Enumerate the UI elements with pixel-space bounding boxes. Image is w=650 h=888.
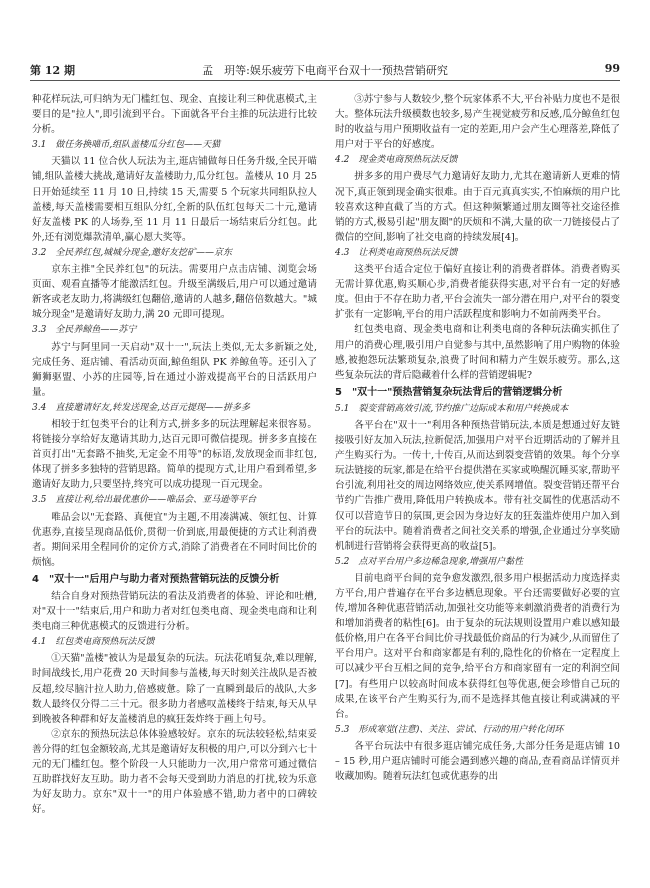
running-header	[30, 62, 620, 80]
paragraph: ②京东的预热玩法总体体验感较好。京东的玩法较轻松,结束妥善分得的红包金额较高,尤其是邀请好友积极的用户,可以分到六七十元的无门槛红包。整个阶段一人只能助力一次,用户常常可通过微信互助群找好友互助。助力者不会每天受到助力消息的打扰,较为乐意为好友助力。京东"双十一"的用户体验感不错,助力者中的口碑较好。	[32, 728, 317, 816]
paragraph: ③苏宁参与人数较少,整个玩家体系不大,平台补贴力度也不是很大。整体玩法升级模数也较多,易产生视觉疲劳和反感,瓜分鲸鱼红包时的收益与用户预期收益有一定的差距,用户会产生心理落差,降低了用户对于平台的好感度。	[335, 94, 620, 151]
page-number: 99	[604, 62, 620, 75]
subsection-heading: 4.1 红包类电商预热玩法反馈	[32, 637, 155, 648]
paragraph: 唯品会以"无套路、真便宜"为主题,不用凑满减、领红包、计算优惠券,直接呈现商品低价,贯彻一价到底,用最便捷的方式让利消费者。期间采用全程同价的定价方式,消除了消费者在不同时间比价的烦恼。	[32, 511, 317, 568]
subsection-heading: 3.1 做任务换喵币,组队盖楼瓜分红包——天猫	[32, 140, 221, 151]
paragraph: 各平台玩法中有很多逛店铺完成任务,大部分任务是逛店铺 10 – 15 秒,用户逛店铺时可能会遇到感兴趣的商品,查看商品详情页并收藏加购。随着玩法红包或优惠券的出	[335, 740, 620, 783]
subsection-heading: 5.1 裂变营销高效引流,节约推广边际成本和用户转换成本	[335, 403, 569, 414]
paragraph: 苏宁与阿里同一天启动"双十一",玩法上类似,无太多新颖之处,完成任务、逛店铺、看活动页面,鲸鱼组队 PK 养鲸鱼等。还引入了狮狮驱盟、小苏的庄园等,旨在通过小游戏提高平台的日活跃用户量。	[32, 341, 317, 398]
subsection-heading: 3.2 全民养红包,城城分现金,邀好友挖矿——京东	[32, 247, 233, 258]
subsection-heading: 3.4 直接邀请好友,转发送现金,达百元提现——拼多多	[32, 402, 251, 413]
right-column	[335, 92, 620, 784]
paragraph: 这类平台适合定位于偏好直接让利的消费者群体。消费者购买无需计算优惠,购买顺心步,消费者能获得实惠,对平台有一定的好感度。但由于不存在助力者,平台会流失一部分潜在用户,对平台的裂变扩张有一定影响,平台的用户活跃程度和影响力不如前两类平台。	[335, 264, 620, 321]
paragraph: 天猫以 11 位合伙人玩法为主,逛店铺做每日任务升级,全民开喵铺,组队盖楼大挑战,邀请好友盖楼助力,瓜分红包。盖楼从 10 月 25 日开始延续至 11 月 10 日,持续 15 天,需要 5 个玩家共同组队拉人盖楼,每天盖楼需要相互组队分红,全新的队伍红包每天二十元,邀请好友盖楼 PK 的人场券,至 11 月 11 日最后一场结束后分红包。此外,还有浏览爆款清单,赢心愿大奖等。	[32, 156, 317, 243]
left-column	[32, 92, 317, 817]
running-title: 孟 玥等:娱乐疲劳下电商平台双十一预热营销研究	[202, 64, 448, 77]
subsection-heading: 3.3 全民养鲸鱼——苏宁	[32, 325, 137, 336]
paragraph: 京东主推"全民养红包"的玩法。需要用户点击店铺、浏览会场页面、观看直播等才能激活红包。升级至满级后,用户可以通过邀请新客或老友助力,将满级红包翻倍,邀请的人越多,翻倍倍数越大。"城城分现金"是邀请好友助力,满 20 元即可提现。	[32, 264, 317, 321]
issue-number: 第 12 期	[30, 64, 75, 77]
paragraph: 种花样玩法,可归纳为无门槛红包、现金、直接让利三种优惠模式,主要目的是"拉人",即引流到平台。下面就各平台主推的玩法进行比较分析。	[32, 94, 317, 136]
paragraph: 各平台在"双十一"利用各种预热营销玩法,本质是想通过好友链接吸引好友加入玩法,拉新促活,加强用户对平台近期活动的了解并且产生购买行为。一传十,十传百,从而达到裂变营销的效果。每个分享玩法链接的玩家,都是在给平台提供潜在买家或唤醒沉睡买家,帮助平台引流,利用社交的周边网络效应,使关系网增值。裂变营销还帮平台节约广告推广费用,降低用户转换成本。带有社交属性的优惠活动不仅可以营造节日的氛围,更会因为身边好友的狂轰滥炸使用户加入到平台的玩法中。随着消费者之间社交关系的增强,企业通过分享奖励机制进行营销将会获得更高的收益[5]。	[335, 419, 620, 552]
paragraph: 目前电商平台间的竞争愈发激烈,很多用户根据活动力度选择卖方平台,用户普遍存在平台多边栖息现象。平台还需要做好必要的宣传,增加各种优惠营销活动,加强社交功能等来刺激消费者的消费行为和增加消费者的粘性[6]。由于复杂的玩法规则设置用户难以感知最低价格,用户在各平台间比价寻找最低价商品的行为减少,从而留住了平台用户。这对平台和商家都是有利的,隐性化的价格在一定程度上可以减少平台互相之间的竞争,给平台方和商家留有一定的利润空间[7]。有些用户以较高时间成本获得红包等优惠,便会珍惜自己玩的成果,在该平台产生购买行为,而不是选择其他直接让利或满减的平台。	[335, 572, 620, 720]
header-rule	[30, 80, 620, 81]
subsection-heading: 4.3 让利类电商预热玩法反馈	[335, 247, 458, 258]
section-heading: 5 "双十一"预热营销复杂玩法背后的营销逻辑分析	[335, 386, 563, 398]
subsection-heading: 5.2 点对平台用户多边稀急现象,增强用户黏性	[335, 556, 524, 567]
subsection-heading: 5.3 形成寒觉(注意)、关注、尝试、行动的用户转化闭环	[335, 724, 564, 735]
paragraph: 拼多多的用户费尽气力邀请好友助力,尤其在邀请新人更难的情况下,真正领到现金确实很难。由于百元真真实实,不怕麻烦的用户比较喜欢这种直截了当的方式。但这种频繁通过朋友圈等社交途径推销的方式,极易引起"朋友圈"的厌烦和不满,大量的砍一刀链接侵占了微信的空间,影响了社交电商的持续发展[4]。	[335, 171, 620, 243]
subsection-heading: 3.5 直接让利,给出最优惠价——唯品会、亚马逊等平台	[32, 495, 257, 506]
paragraph: 结合自身对预热营销玩法的看法及消费者的体验、评论和吐槽,对"双十一"结束后,用户和助力者对红包类电商、现金类电商和让利类电商三种优惠模式的反馈进行分析。	[32, 591, 317, 633]
paragraph: ①天猫"盖楼"被认为是最复杂的玩法。玩法花哨复杂,难以理解,时间战线长,用户花费 20 天时间参与盖楼,每天时刻关注战队是否被反超,绞尽脑汁拉人助力,倍感疲惫。除了一直瞬到最后的战队,大多数人最终仅分得二三十元。很多助力者感叹盖楼终于结束,每天从早到晚被各种群和好友盖楼消息的疯狂轰炸终于画上句号。	[32, 653, 317, 725]
section-heading: 4 "双十一"后用户与助力者对预热营销玩法的反馈分析	[32, 573, 280, 585]
paragraph: 相较于红包类平台的让利方式,拼多多的玩法理解起来很容易。将链接分享给好友邀请其助力,达百元即可微信提现。拼多多直接在首页打出"无套路不抽奖,无定金不用等"的标语,发放现金而非红包,体现了拼多多独特的营销思路。简单的提现方式,让用户看到希望,多邀请好友助力,只要坚持,终究可以成功提现一百元现金。	[32, 418, 317, 491]
paragraph: 红包类电商、现金类电商和让利类电商的各种玩法确实抓住了用户的消费心理,吸引用户自觉参与其中,虽然影响了用户购物的体验感,被抱怨玩法繁琐复杂,浪费了时间和精力产生娱乐疲劳。那么,这些复杂玩法的背后隐藏着什么样的营销逻辑呢?	[335, 324, 620, 381]
subsection-heading: 4.2 现金类电商预热玩法反馈	[335, 155, 458, 166]
